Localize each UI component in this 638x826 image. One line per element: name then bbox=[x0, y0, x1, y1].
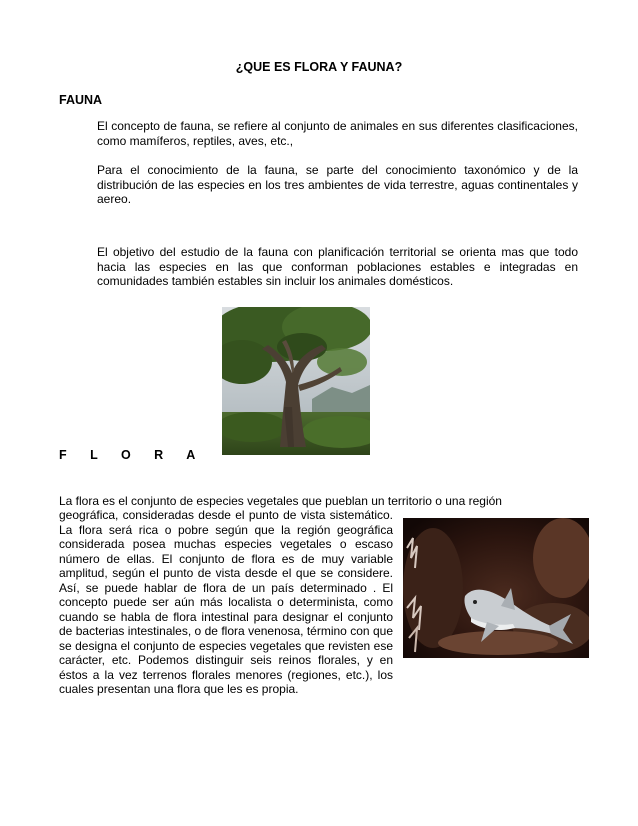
tree-photo bbox=[222, 307, 370, 455]
page-title: ¿QUE ES FLORA Y FAUNA? bbox=[235, 60, 403, 74]
flora-paragraph-first-line: La flora es el conjunto de especies vegetales que pueblan un territorio o una región bbox=[59, 494, 502, 508]
shark-photo bbox=[403, 518, 589, 658]
fauna-heading: FAUNA bbox=[59, 93, 103, 107]
fauna-paragraph-3: El objetivo del estudio de la fauna con planificación territorial se orienta mas que todo hacia las especies en las que conforman poblaciones estables e integradas en comunidades también estables sin incluir los animales domésticos. bbox=[97, 245, 578, 288]
flora-paragraph: geográfica, consideradas desde el punto de vista sistemático. La flora será rica o pobre según que la región geográfica considerada posea muchas especies vegetales o escaso número de ellas. El conjunto de flora es de muy variable amplitud, según el punto de vista desde el que se considere. Así, se puede hablar de flora de un país determinado . El concepto puede ser aún más localista o determinista, como cuando se habla de flora intestinal para designar el conjunto de bacterias intestinales, o de flora venenosa, término con que se designa el conjunto de especies vegetales que revisten ese carácter, etc. Podemos distinguir seis reinos florales, y en éstos a la vez terrenos florales menores (regiones, etc.), los cuales presentan una flora que les es propia. bbox=[59, 508, 393, 696]
fauna-paragraph-1: El concepto de fauna, se refiere al conjunto de animales en sus diferentes clasificaciones, como mamíferos, reptiles, aves, etc., bbox=[97, 119, 578, 148]
fauna-paragraph-2: Para el conocimiento de la fauna, se parte del conocimiento taxonómico y de la distribución de las especies en los tres ambientes de vida terrestre, aguas continentales y aereo. bbox=[97, 163, 578, 206]
flora-heading: F L O R A bbox=[59, 448, 206, 462]
